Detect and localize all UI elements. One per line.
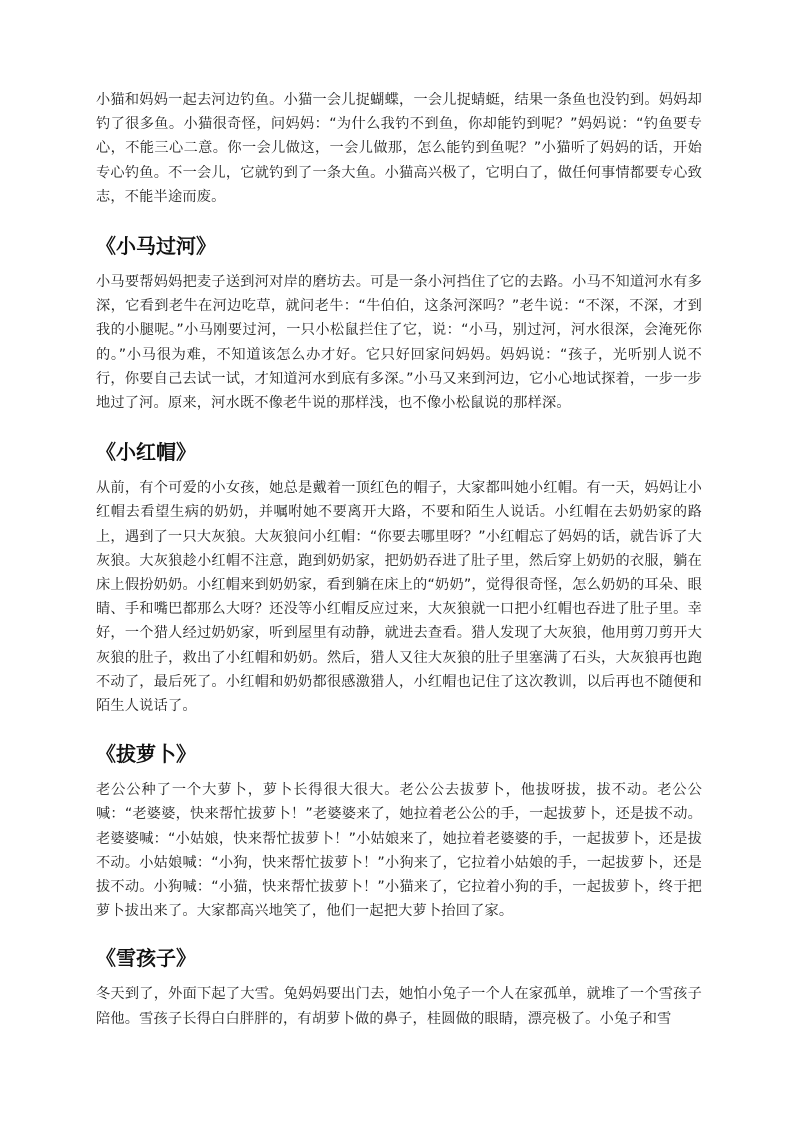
- story-paragraph-pony-crossing-river: 小马要帮妈妈把麦子送到河对岸的磨坊去。可是一条小河挡住了它的去路。小马不知道河水有多深，它看到老牛在河边吃草，就问老牛：“牛伯伯，这条河深吗？”老牛说：“不深，不深，才到我的小腿呢。”小马刚要过河，一只小松鼠拦住了它，说：“小马，别过河，河水很深，会淹死你的。”小马很为难，不知道该怎么办才好。它只好回家问妈妈。妈妈说：“孩子，光听别人说不行，你要自己去试一试，才知道河水到底有多深。”小马又来到河边，它小心地试探着，一步一步地过了河。原来，河水既不像老牛说的那样浅，也不像小松鼠说的那样深。: [96, 274, 702, 412]
- story-paragraph-little-red-riding-hood: 从前，有个可爱的小女孩，她总是戴着一顶红色的帽子，大家都叫她小红帽。有一天，妈妈让小红帽去看望生病的奶奶，并嘱咐她不要离开大路，不要和陌生人说话。小红帽在去奶奶家的路上，遇到了一只大灰狼。大灰狼问小红帽：“你要去哪里呀？”小红帽忘了妈妈的话，就告诉了大灰狼。大灰狼趁小红帽不注意，跑到奶奶家，把奶奶吞进了肚子里，然后穿上奶奶的衣服，躺在床上假扮奶奶。小红帽来到奶奶家，看到躺在床上的“奶奶”，觉得很奇怪，怎么奶奶的耳朵、眼睛、手和嘴巴都那么大呀？还没等小红帽反应过来，大灰狼就一口把小红帽也吞进了肚子里。幸好，一个猎人经过奶奶家，听到屋里有动静，就进去查看。猎人发现了大灰狼，他用剪刀剪开大灰狼的肚子，救出了小红帽和奶奶。然后，猎人又往大灰狼的肚子里塞满了石头，大灰狼再也跑不动了，最后死了。小红帽和奶奶都很感激猎人，小红帽也记住了这次教训，以后再也不随便和陌生人说话了。: [96, 480, 702, 715]
- document-page: [96, 88, 702, 1031]
- story-title-pulling-radish: 《拔萝卜》: [96, 742, 196, 767]
- story-title-snow-child: 《雪孩子》: [96, 946, 196, 971]
- story-paragraph-cat-fishing: 小猫和妈妈一起去河边钓鱼。小猫一会儿捉蝴蝶，一会儿捉蜻蜓，结果一条鱼也没钓到。妈妈却钓了很多鱼。小猫很奇怪，问妈妈：“为什么我钓不到鱼，你却能钓到呢？”妈妈说：“钓鱼要专心，不能三心二意。你一会儿做这，一会儿做那，怎么能钓到鱼呢？”小猫听了妈妈的话，开始专心钓鱼。不一会儿，它就钓到了一条大鱼。小猫高兴极了，它明白了，做任何事情都要专心致志，不能半途而废。: [96, 92, 702, 205]
- story-title-pony-crossing-river: 《小马过河》: [96, 234, 216, 259]
- story-paragraph-pulling-radish: 老公公种了一个大萝卜，萝卜长得很大很大。老公公去拔萝卜，他拔呀拔，拔不动。老公公喊：“老婆婆，快来帮忙拔萝卜！”老婆婆来了，她拉着老公公的手，一起拔萝卜，还是拔不动。老婆婆喊：“小姑娘，快来帮忙拔萝卜！”小姑娘来了，她拉着老婆婆的手，一起拔萝卜，还是拔不动。小姑娘喊：“小狗，快来帮忙拔萝卜！”小狗来了，它拉着小姑娘的手，一起拔萝卜，还是拔不动。小狗喊：“小猫，快来帮忙拔萝卜！”小猫来了，它拉着小狗的手，一起拔萝卜，终于把萝卜拔出来了。大家都高兴地笑了，他们一起把大萝卜抬回了家。: [96, 782, 702, 920]
- story-title-little-red-riding-hood: 《小红帽》: [96, 440, 196, 465]
- story-paragraph-snow-child: 冬天到了，外面下起了大雪。兔妈妈要出门去，她怕小兔子一个人在家孤单，就堆了一个雪孩子陪他。雪孩子长得白白胖胖的，有胡萝卜做的鼻子，桂圆做的眼睛，漂亮极了。小兔子和雪: [96, 986, 702, 1027]
